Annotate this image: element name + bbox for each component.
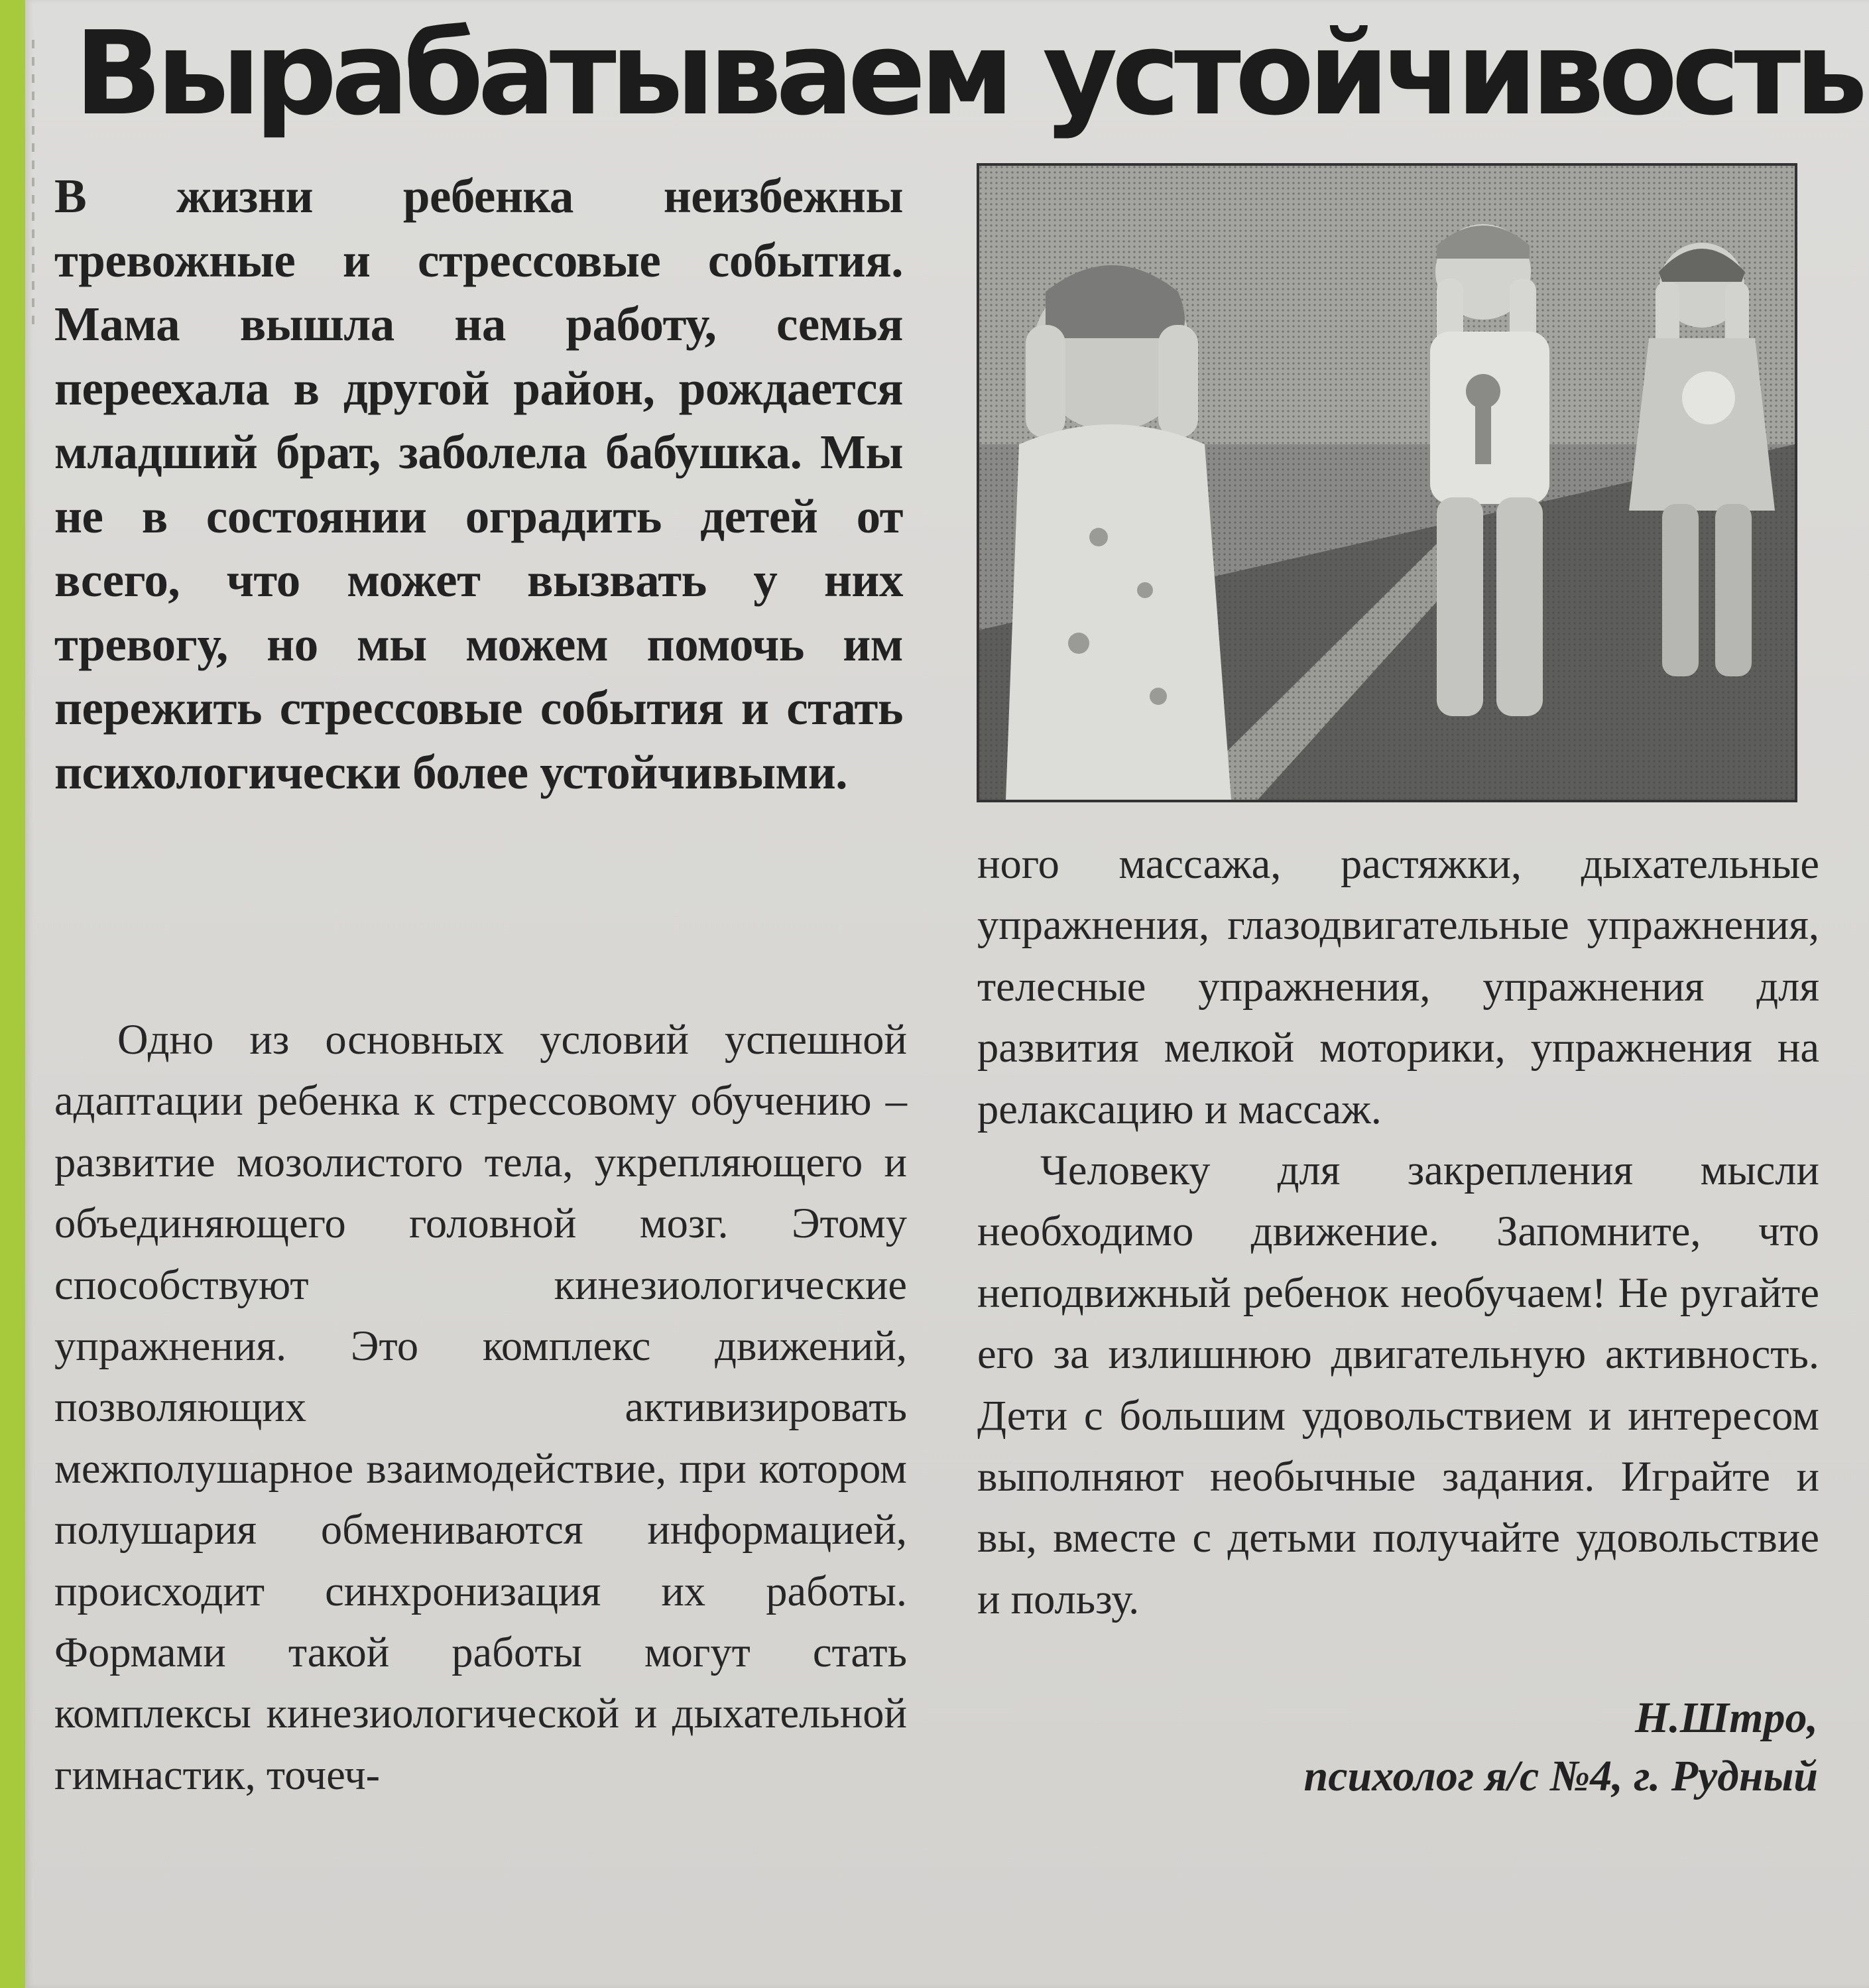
article-paragraph-1: Одно из основных условий успешной адаптации ребенка к стрессовому обучению – развитие мозолистого тела, укрепляющего и объединяющего головной мозг. Этому способствуют кинезиологические упражнения. Это комплекс движений, позволяющих активизировать межполушарное взаимодействие, при котором полушария обмениваются информацией, происходит синхронизация их работы. Формами такой работы могут стать комплексы кинезиологической и дыхательной гимнастик, точеч- xyxy=(54,1016,907,1798)
author-position: психолог я/с №4, г. Рудный xyxy=(1303,1752,1818,1800)
article-photo xyxy=(977,163,1797,802)
author-signature xyxy=(1304,1689,1818,1806)
article-body-right-column xyxy=(977,834,1819,1630)
children-exercise-photo xyxy=(979,166,1795,800)
page-edge-fold xyxy=(32,40,34,325)
article-paragraph-1-continuation: ного массажа, растяжки, дыхательные упражнения, глазодвигательные упражнения, телесные упражнения, упражнения для развития мелкой моторики, упражнения на релаксацию и массаж. xyxy=(977,840,1819,1133)
article-paragraph-2: Человеку для закрепления мысли необходимо движение. Запомните, что неподвижный ребенок необучаем! Не ругайте его за излишнюю двигательную активность. Дети с большим удовольствием и интересом выполняют необычные задания. Играйте и вы, вместе с детьми получайте удовольствие и пользу. xyxy=(977,1147,1819,1623)
article-body-left-column xyxy=(54,1009,907,1806)
author-name: Н.Штро, xyxy=(1635,1694,1818,1742)
article-title: Вырабатываем устойчивость xyxy=(74,7,1862,141)
article-lead: В жизни ребенка неизбежны тревожные и стрессовые события. Мама вышла на работу, семья переехала в другой район, рождается младший брат, заболела бабушка. Мы не в состоянии оградить детей от всего, что может вызвать у них тревогу, но мы можем помочь им пережить стрессовые события и стать психологически более устойчивыми. xyxy=(54,169,903,799)
